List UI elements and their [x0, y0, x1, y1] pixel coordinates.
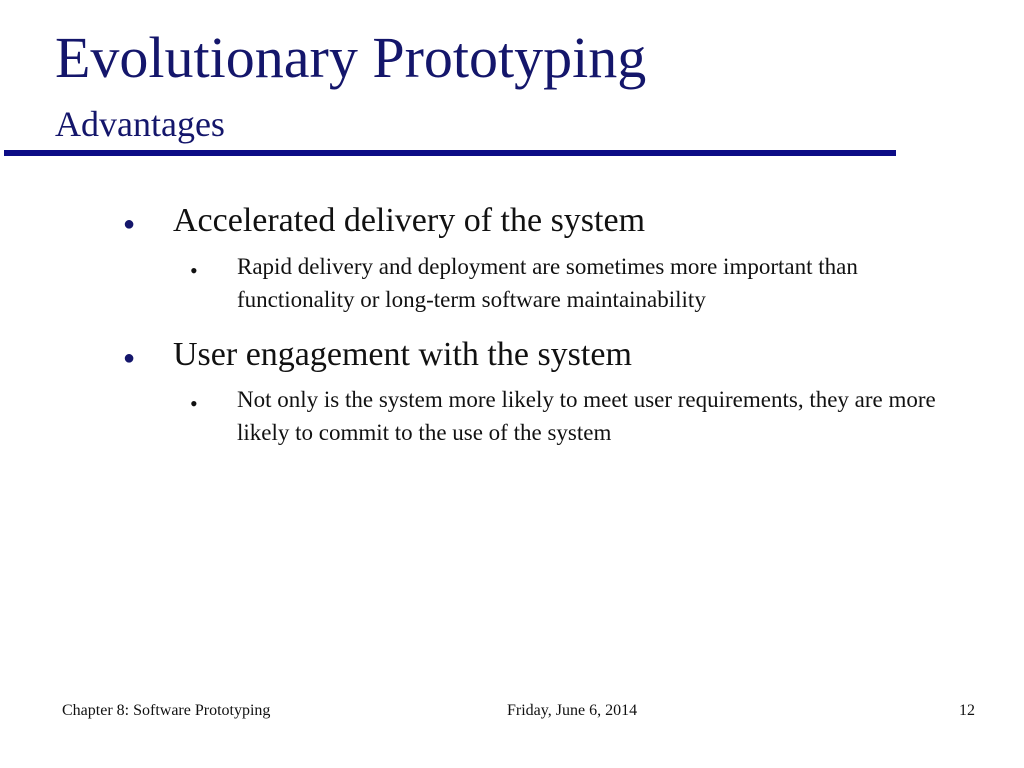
footer-page-number: 12: [959, 702, 975, 719]
footer-date: Friday, June 6, 2014: [507, 702, 638, 719]
footer-chapter: Chapter 8: Software Prototyping: [62, 702, 271, 719]
sub-bullet-text: Rapid delivery and deployment are sometimes more important than functionality or long-term software maintainability: [237, 254, 858, 312]
bullet-text: Accelerated delivery of the system: [173, 202, 646, 239]
sub-bullet-dot-icon: •: [190, 258, 198, 283]
title-divider: [4, 150, 896, 156]
slide-subtitle: Advantages: [55, 104, 225, 144]
sub-bullet-dot-icon: •: [190, 391, 198, 416]
sub-bullet-text: Not only is the system more likely to meet user requirements, they are more likely to commit to the use of the system: [237, 387, 936, 445]
bullet-text: User engagement with the system: [173, 336, 632, 373]
bullet-dot-icon: ●: [123, 347, 136, 369]
bullet-dot-icon: ●: [123, 213, 136, 235]
slide-title: Evolutionary Prototyping: [55, 25, 647, 90]
